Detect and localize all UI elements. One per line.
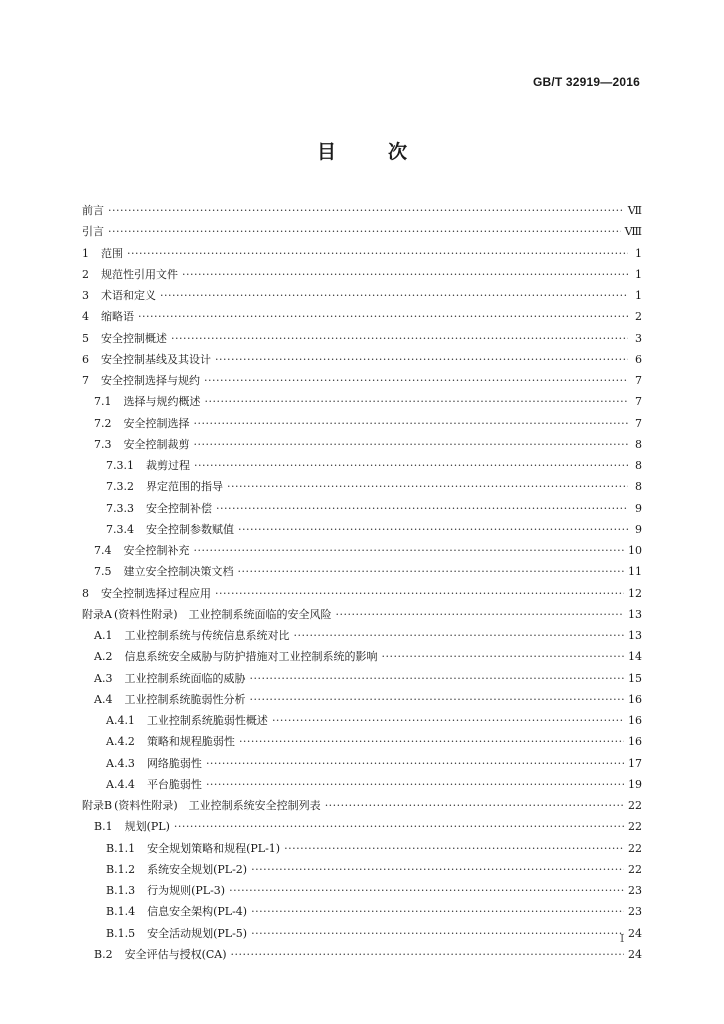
toc-entry-label: 裁剪过程 xyxy=(146,459,190,472)
toc-entry-label: 选择与规约概述 xyxy=(123,395,201,409)
toc-entry-number: A.4 xyxy=(94,692,113,706)
toc-entry-page: 9 xyxy=(635,501,642,515)
toc-entry-page: 14 xyxy=(628,650,642,664)
toc-leader-dots xyxy=(194,434,629,455)
toc-entry-page: 11 xyxy=(628,565,642,579)
toc-entry[interactable] xyxy=(82,285,642,306)
toc-entry-page: 24 xyxy=(628,947,642,961)
toc-entry[interactable] xyxy=(82,561,642,582)
toc-entry-page: 8 xyxy=(635,480,642,494)
toc-entry-label: 信息系统安全威胁与防护措施对工业控制系统的影响 xyxy=(124,650,378,664)
toc-entry-label: (资料性附录) 工业控制系统面临的安全风险 xyxy=(113,607,332,621)
toc-leader-dots xyxy=(251,901,624,922)
toc-entry-label: 网络脆弱性 xyxy=(146,756,202,770)
toc-entry[interactable] xyxy=(82,519,642,540)
toc-entry[interactable] xyxy=(82,646,642,667)
toc-entry-label: 安全控制补偿 xyxy=(146,501,212,515)
toc-entry-number: B.1.4 xyxy=(106,905,136,919)
toc-entry-number: B.2 xyxy=(94,947,113,961)
toc-entry-number: A.4.1 xyxy=(106,714,135,727)
toc-entry[interactable] xyxy=(82,731,642,752)
toc-entry-label: 安全规划策略和规程(PL-1) xyxy=(147,841,281,855)
toc-entry[interactable] xyxy=(82,476,642,497)
toc-entry-number: B.1.3 xyxy=(106,884,136,897)
toc-entry[interactable] xyxy=(82,434,642,455)
toc-entry-number: 3 xyxy=(82,289,89,302)
toc-entry-page: 1 xyxy=(635,267,642,281)
toc-entry-label: 策略和规程脆弱性 xyxy=(146,735,235,749)
toc-leader-dots xyxy=(206,753,624,774)
toc-leader-dots xyxy=(381,646,624,667)
toc-leader-dots xyxy=(205,391,629,412)
toc-entry-number: 5 xyxy=(82,331,89,345)
toc-leader-dots xyxy=(174,816,624,837)
toc-entry-page: 10 xyxy=(628,544,642,557)
toc-entry[interactable] xyxy=(82,200,642,221)
toc-entry-number: 7.2 xyxy=(94,416,112,430)
toc-entry-page: 19 xyxy=(628,777,642,791)
toc-leader-dots xyxy=(194,455,628,476)
toc-entry-page: 13 xyxy=(628,607,642,621)
toc-entry[interactable] xyxy=(82,859,642,880)
toc-entry-number: 7.4 xyxy=(94,544,112,557)
title-part-2: 次 xyxy=(388,141,408,163)
toc-entry-page: 22 xyxy=(628,841,642,855)
toc-leader-dots xyxy=(127,243,628,264)
toc-leader-dots xyxy=(138,306,628,327)
toc-entry-number: A.2 xyxy=(94,650,113,664)
toc-entry-number: B.1 xyxy=(94,820,113,834)
toc-entry-page: 6 xyxy=(635,352,642,366)
toc-leader-dots xyxy=(171,328,628,349)
toc-entry-label: 安全控制基线及其设计 xyxy=(101,352,211,366)
toc-entry-page: 15 xyxy=(628,671,642,685)
toc-entry-label: 行为规则(PL-3) xyxy=(147,884,226,897)
page-number: Ⅰ xyxy=(620,932,625,945)
toc-entry[interactable] xyxy=(82,306,642,327)
toc-entry[interactable] xyxy=(82,243,642,264)
toc-entry-label: 建立安全控制决策文档 xyxy=(123,565,234,579)
toc-leader-dots xyxy=(251,859,624,880)
toc-entry[interactable] xyxy=(82,901,642,922)
toc-entry[interactable] xyxy=(82,689,642,710)
toc-entry-label: (资料性附录) 工业控制系统安全控制列表 xyxy=(114,799,321,812)
toc-entry-label: 安全评估与授权(CA) xyxy=(124,947,227,961)
toc-leader-dots xyxy=(160,285,628,306)
toc-leader-dots xyxy=(251,923,624,944)
toc-entry-label: 安全控制参数赋值 xyxy=(146,522,234,536)
toc-entry-number: 6 xyxy=(82,352,89,366)
toc-entry-page: 23 xyxy=(628,884,642,897)
toc-entry-label: 安全控制选择过程应用 xyxy=(101,586,211,600)
toc-entry-label: 系统安全规划(PL-2) xyxy=(147,862,248,876)
toc-entry-label: 平台脆弱性 xyxy=(146,777,202,791)
toc-leader-dots xyxy=(108,221,621,242)
toc-entry-page: 2 xyxy=(635,310,642,324)
toc-entry[interactable] xyxy=(82,604,642,625)
toc-entry-page: 23 xyxy=(628,905,642,919)
toc-leader-dots xyxy=(108,200,624,221)
toc-entry[interactable] xyxy=(82,816,642,837)
toc-entry-number: A.4.3 xyxy=(106,756,135,770)
toc-entry[interactable] xyxy=(82,583,642,604)
toc-leader-dots xyxy=(215,583,624,604)
toc-entry[interactable] xyxy=(82,668,642,689)
title-part-1: 目 xyxy=(316,141,336,163)
toc-entry[interactable] xyxy=(82,625,642,646)
toc-entry[interactable] xyxy=(82,923,642,944)
toc-leader-dots xyxy=(238,561,625,582)
toc-entry[interactable] xyxy=(82,795,642,816)
toc-entry-number: A.4.2 xyxy=(106,735,135,749)
toc-entry-page: 3 xyxy=(635,331,642,345)
toc-entry-label: 工业控制系统面临的威胁 xyxy=(124,671,246,685)
toc-entry-number: A.3 xyxy=(94,671,113,685)
toc-entry[interactable] xyxy=(82,944,642,965)
toc-entry[interactable] xyxy=(82,264,642,285)
toc-entry-label: 工业控制系统与传统信息系统对比 xyxy=(124,629,290,642)
toc-entry-number: 7.1 xyxy=(94,395,112,409)
toc-leader-dots xyxy=(216,498,628,519)
toc-entry-page: 1 xyxy=(635,246,642,260)
toc-entry-page: 8 xyxy=(635,459,642,472)
toc-entry-label: 安全活动规划(PL-5) xyxy=(147,926,248,940)
table-of-contents xyxy=(82,200,642,965)
toc-entry-page: 24 xyxy=(628,926,642,940)
toc-entry-page: 8 xyxy=(635,437,642,451)
toc-entry-label: 安全控制补充 xyxy=(123,544,190,557)
toc-entry-number: A.4.4 xyxy=(106,777,135,791)
toc-entry[interactable] xyxy=(82,710,642,731)
toc-entry-number: 2 xyxy=(82,267,89,281)
toc-leader-dots xyxy=(238,519,628,540)
toc-entry[interactable] xyxy=(82,880,642,901)
toc-entry-page: 16 xyxy=(628,735,642,749)
toc-entry-number: B.1.1 xyxy=(106,841,136,855)
toc-entry-label: 术语和定义 xyxy=(101,289,156,302)
toc-leader-dots xyxy=(231,944,624,965)
toc-entry-number: B.1.2 xyxy=(106,862,136,876)
toc-entry-number: 7.5 xyxy=(94,565,112,579)
toc-entry-page: 7 xyxy=(635,416,642,430)
toc-entry-label: 安全控制选择 xyxy=(123,416,190,430)
toc-entry-label: 安全控制选择与规约 xyxy=(101,374,200,387)
toc-entry-number: 附录A xyxy=(82,607,112,621)
standard-number: GB/T 32919—2016 xyxy=(532,75,640,89)
toc-entry-page: 12 xyxy=(628,586,642,600)
toc-leader-dots xyxy=(204,370,628,391)
toc-entry-number: 7.3 xyxy=(94,437,112,451)
toc-entry[interactable] xyxy=(82,540,642,561)
toc-entry-page: 9 xyxy=(635,522,642,536)
toc-leader-dots xyxy=(194,540,625,561)
toc-leader-dots xyxy=(229,880,624,901)
toc-entry[interactable] xyxy=(82,838,642,859)
toc-entry-number: 1 xyxy=(82,246,89,260)
toc-entry-number: 4 xyxy=(82,310,89,324)
toc-leader-dots xyxy=(182,264,628,285)
toc-entry-label: 信息安全架构(PL-4) xyxy=(147,905,248,919)
toc-leader-dots xyxy=(293,625,624,646)
toc-entry-page: 7 xyxy=(635,395,642,409)
toc-entry-page: Ⅶ xyxy=(627,204,642,217)
toc-entry[interactable] xyxy=(82,221,642,242)
toc-entry-label: 界定范围的指导 xyxy=(146,480,223,494)
toc-entry[interactable] xyxy=(82,391,642,412)
toc-leader-dots xyxy=(194,413,629,434)
toc-entry-number: 8 xyxy=(82,586,89,600)
toc-entry[interactable] xyxy=(82,328,642,349)
toc-entry-number: 7.3.3 xyxy=(106,501,134,515)
toc-entry[interactable] xyxy=(82,370,642,391)
toc-entry-page: 22 xyxy=(628,799,642,812)
toc-entry-number: 7 xyxy=(82,374,89,387)
toc-entry-page: 22 xyxy=(628,862,642,876)
toc-entry-label: 工业控制系统脆弱性概述 xyxy=(146,714,268,727)
page-title xyxy=(0,137,724,164)
toc-entry-label: 范围 xyxy=(101,246,123,260)
toc-entry-label: 引言 xyxy=(82,225,104,239)
toc-leader-dots xyxy=(215,349,628,370)
toc-entry[interactable] xyxy=(82,753,642,774)
toc-entry-label: 规划(PL) xyxy=(124,820,170,834)
toc-leader-dots xyxy=(336,604,624,625)
toc-leader-dots xyxy=(239,731,624,752)
toc-entry-label: 缩略语 xyxy=(101,310,134,324)
toc-entry-page: 13 xyxy=(628,629,642,642)
toc-entry[interactable] xyxy=(82,349,642,370)
toc-entry-label: 规范性引用文件 xyxy=(101,267,178,281)
toc-entry-page: 1 xyxy=(635,289,642,302)
toc-entry-page: 16 xyxy=(628,692,642,706)
toc-entry[interactable] xyxy=(82,498,642,519)
toc-entry[interactable] xyxy=(82,413,642,434)
toc-entry-page: Ⅷ xyxy=(624,225,642,239)
toc-entry-label: 安全控制概述 xyxy=(101,331,167,345)
toc-entry-number: 附录B xyxy=(82,799,113,812)
toc-leader-dots xyxy=(206,774,624,795)
toc-leader-dots xyxy=(227,476,628,497)
toc-entry-page: 16 xyxy=(628,714,642,727)
toc-entry-number: 7.3.4 xyxy=(106,522,134,536)
toc-entry-page: 22 xyxy=(628,820,642,834)
toc-leader-dots xyxy=(325,795,624,816)
toc-entry-number: 7.3.1 xyxy=(106,459,134,472)
toc-entry-number: B.1.5 xyxy=(106,926,136,940)
toc-leader-dots xyxy=(249,668,624,689)
toc-entry-label: 安全控制裁剪 xyxy=(123,437,190,451)
toc-entry[interactable] xyxy=(82,774,642,795)
toc-entry-number: 7.3.2 xyxy=(106,480,134,494)
toc-leader-dots xyxy=(249,689,624,710)
toc-entry[interactable] xyxy=(82,455,642,476)
toc-leader-dots xyxy=(272,710,624,731)
toc-entry-page: 7 xyxy=(635,374,642,387)
toc-entry-label: 工业控制系统脆弱性分析 xyxy=(124,692,246,706)
toc-entry-number: A.1 xyxy=(94,629,113,642)
toc-entry-page: 17 xyxy=(628,756,642,770)
toc-leader-dots xyxy=(284,838,624,859)
toc-entry-label: 前言 xyxy=(82,204,104,217)
